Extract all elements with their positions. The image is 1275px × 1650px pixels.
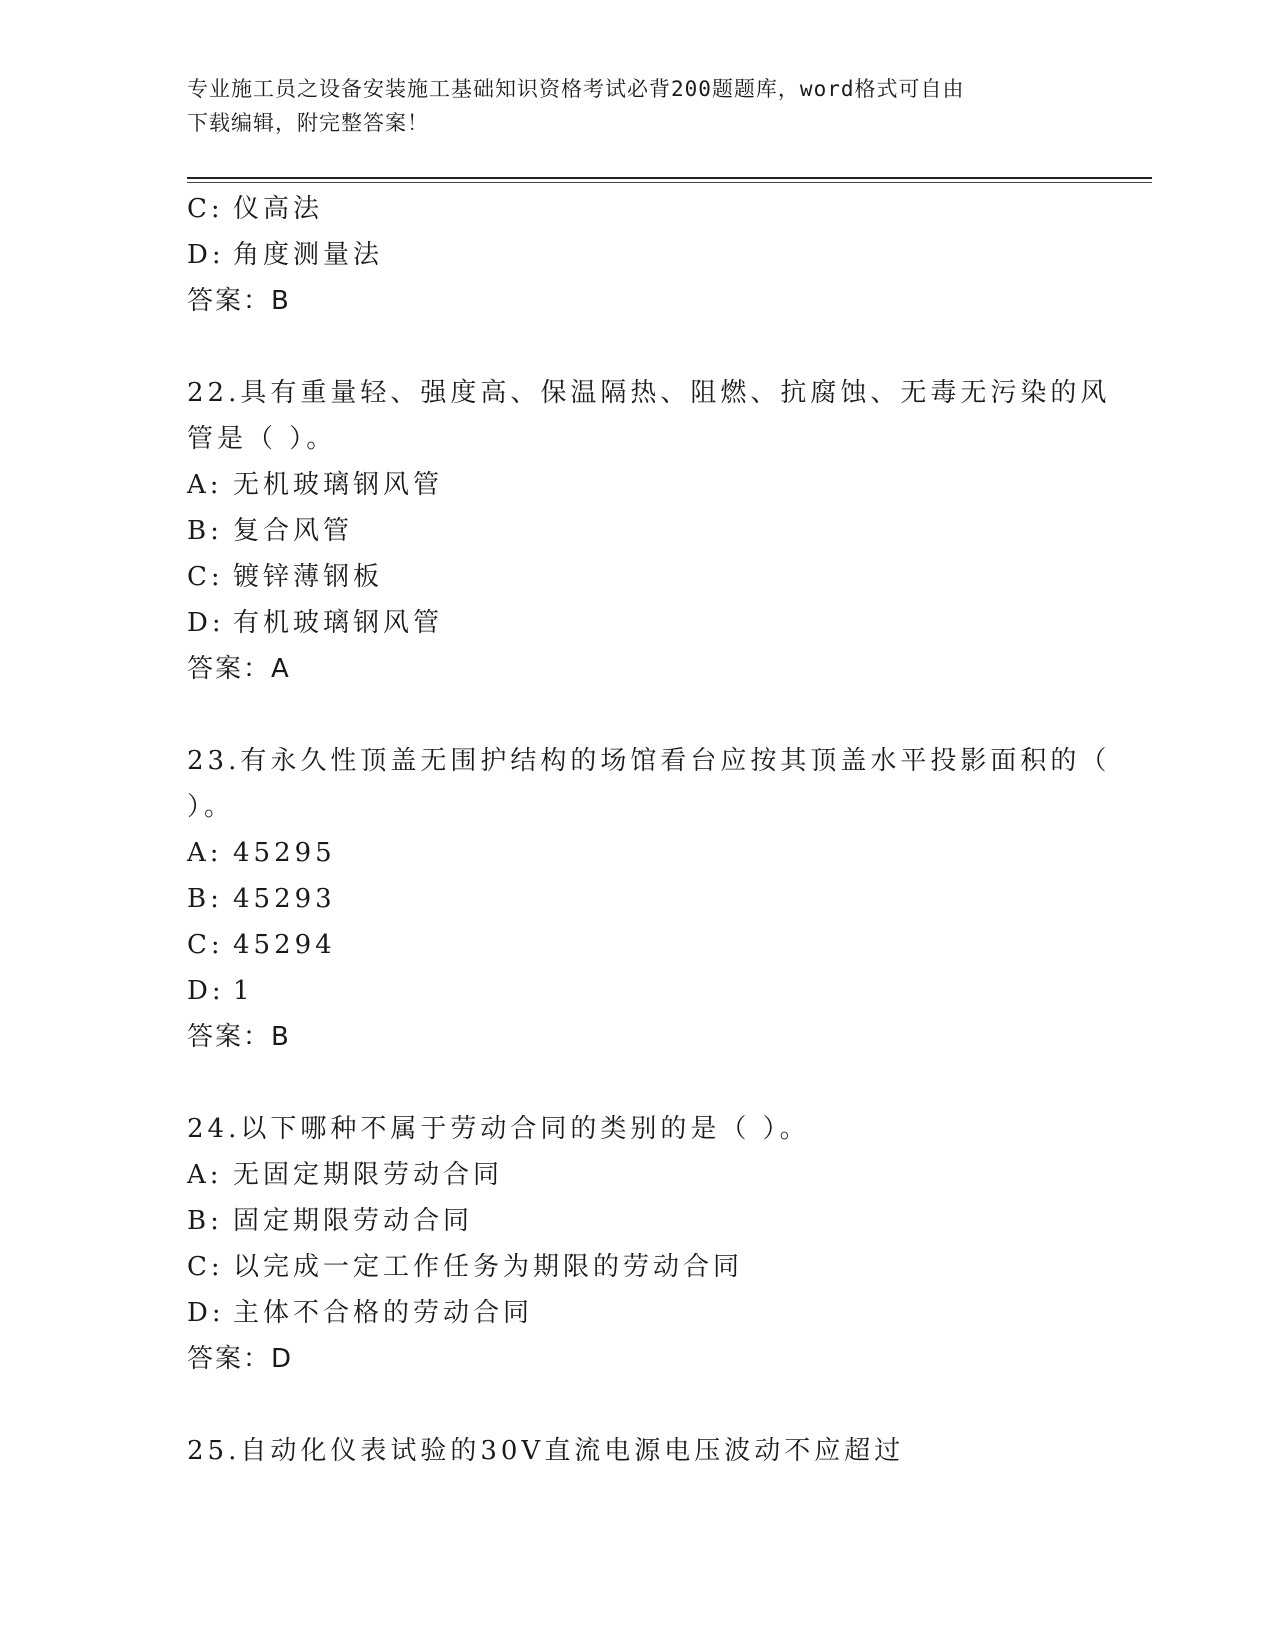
question-stem: 22.具有重量轻、强度高、保温隔热、阻燃、抗腐蚀、无毒无污染的风 — [187, 378, 1111, 408]
option-c: C: 仪高法 — [187, 194, 324, 224]
question-24 — [187, 1106, 1087, 1382]
question-stem: 24.以下哪种不属于劳动合同的类别的是（ ）。 — [187, 1114, 810, 1144]
header-line-2: 下载编辑，附完整答案！ — [187, 111, 429, 135]
option-b: B: 45293 — [187, 884, 336, 914]
header-line-1: 专业施工员之设备安装施工基础知识资格考试必背200题题库，word格式可自由 — [187, 77, 965, 101]
spacer — [187, 1060, 1087, 1106]
option-d: D: 主体不合格的劳动合同 — [187, 1298, 534, 1328]
question-22 — [187, 370, 1111, 692]
question-stem: 25.自动化仪表试验的30V直流电源电压波动不应超过 — [187, 1436, 905, 1466]
answer: 答案：A — [187, 654, 291, 684]
option-a: A: 45295 — [187, 838, 336, 868]
option-c: C: 镀锌薄钢板 — [187, 562, 384, 592]
question-stem-continued: 管是（ ）。 — [187, 424, 337, 454]
spacer — [187, 692, 1087, 738]
option-a: A: 无固定期限劳动合同 — [187, 1160, 504, 1190]
option-b: B: 固定期限劳动合同 — [187, 1206, 474, 1236]
header-rule-thick — [187, 177, 1152, 179]
option-b: B: 复合风管 — [187, 516, 354, 546]
option-d: D: 1 — [187, 976, 254, 1006]
answer: 答案：B — [187, 286, 291, 316]
question-23 — [187, 738, 1111, 1060]
spacer — [187, 324, 1087, 370]
option-d: D: 有机玻璃钢风管 — [187, 608, 444, 638]
answer: 答案：D — [187, 1344, 294, 1374]
header-rule-thin — [187, 182, 1152, 183]
question-stem-continued: ）。 — [187, 792, 235, 822]
question-content — [187, 186, 1111, 1474]
spacer — [187, 1382, 1087, 1428]
option-c: C: 45294 — [187, 930, 336, 960]
option-a: A: 无机玻璃钢风管 — [187, 470, 444, 500]
answer: 答案：B — [187, 1022, 291, 1052]
question-25 — [187, 1428, 1087, 1474]
option-c: C: 以完成一定工作任务为期限的劳动合同 — [187, 1252, 744, 1282]
question-stem: 23.有永久性顶盖无围护结构的场馆看台应按其顶盖水平投影面积的（ — [187, 746, 1111, 776]
page-header — [187, 72, 1067, 140]
option-d: D: 角度测量法 — [187, 240, 384, 270]
